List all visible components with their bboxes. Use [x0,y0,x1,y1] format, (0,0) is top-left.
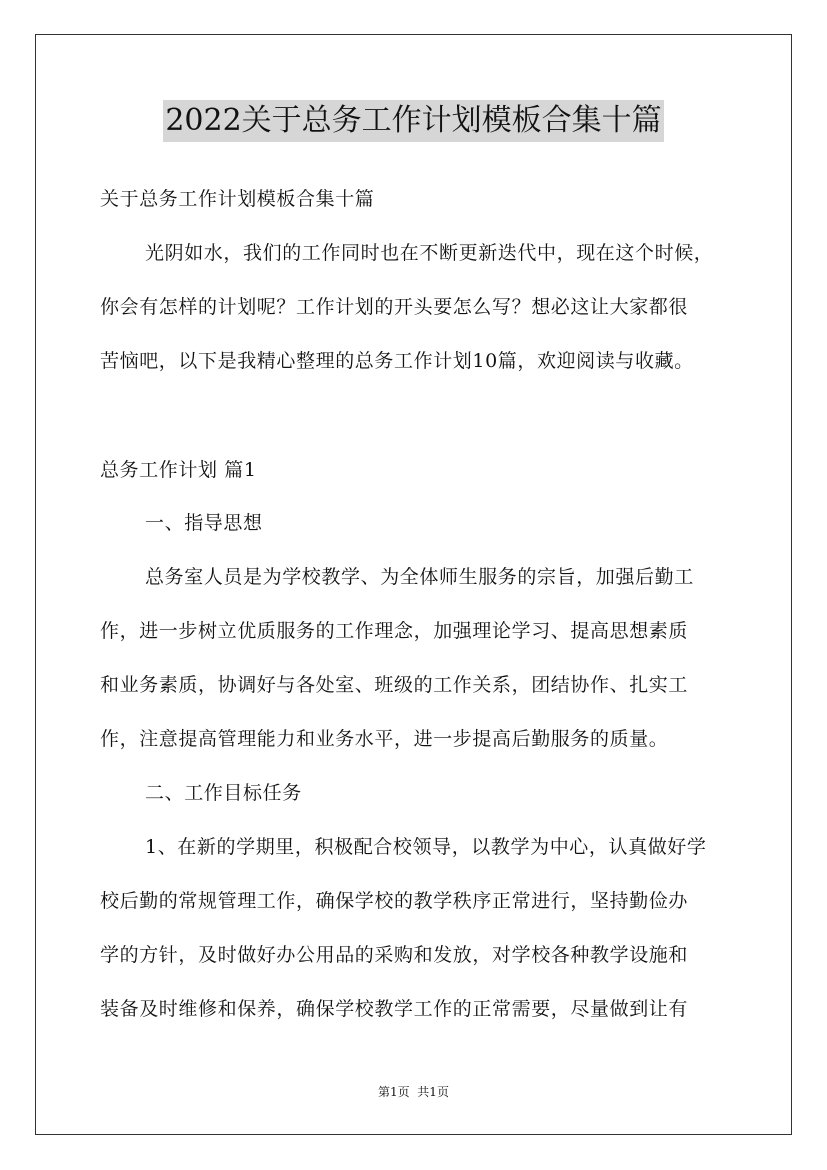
document-title: 2022关于总务工作计划模板合集十篇 [163,100,663,142]
para2-line-2: 校后勤的常规管理工作，确保学校的教学秩序正常进行，坚持勤俭办 [100,890,689,912]
para1-line-2: 作，进一步树立优质服务的工作理念，加强理论学习、提高思想素质 [100,620,689,642]
intro-line-1: 光阴如水，我们的工作同时也在不断更新迭代中，现在这个时候， [145,242,714,264]
intro-line-3: 苦恼吧，以下是我精心整理的总务工作计划10篇，欢迎阅读与收藏。 [100,350,694,372]
intro-line-2: 你会有怎样的计划呢？工作计划的开头要怎么写？想必这让大家都很 [100,296,689,318]
title-container [0,100,827,142]
para1-line-1: 总务室人员是为学校教学、为全体师生服务的宗旨，加强后勤工 [145,566,694,588]
para1-line-4: 作，注意提高管理能力和业务水平，进一步提高后勤服务的质量。 [100,728,669,750]
para1-line-3: 和业务素质，协调好与各处室、班级的工作关系，团结协作、扎实工 [100,674,689,696]
para2-line-1: 1、在新的学期里，积极配合校领导，以教学为中心，认真做好学 [145,836,707,858]
page-number-footer: 第1页 共1页 [378,1085,449,1099]
heading-guiding-thought: 一、指导思想 [145,512,263,534]
heading-work-goals: 二、工作目标任务 [145,782,302,804]
para2-line-3: 学的方针，及时做好办公用品的采购和发放，对学校各种教学设施和 [100,944,689,966]
section-heading: 总务工作计划 篇1 [100,459,257,481]
para2-line-4: 装备及时维修和保养，确保学校教学工作的正常需要，尽量做到让有 [100,998,689,1020]
document-subtitle: 关于总务工作计划模板合集十篇 [100,188,375,210]
